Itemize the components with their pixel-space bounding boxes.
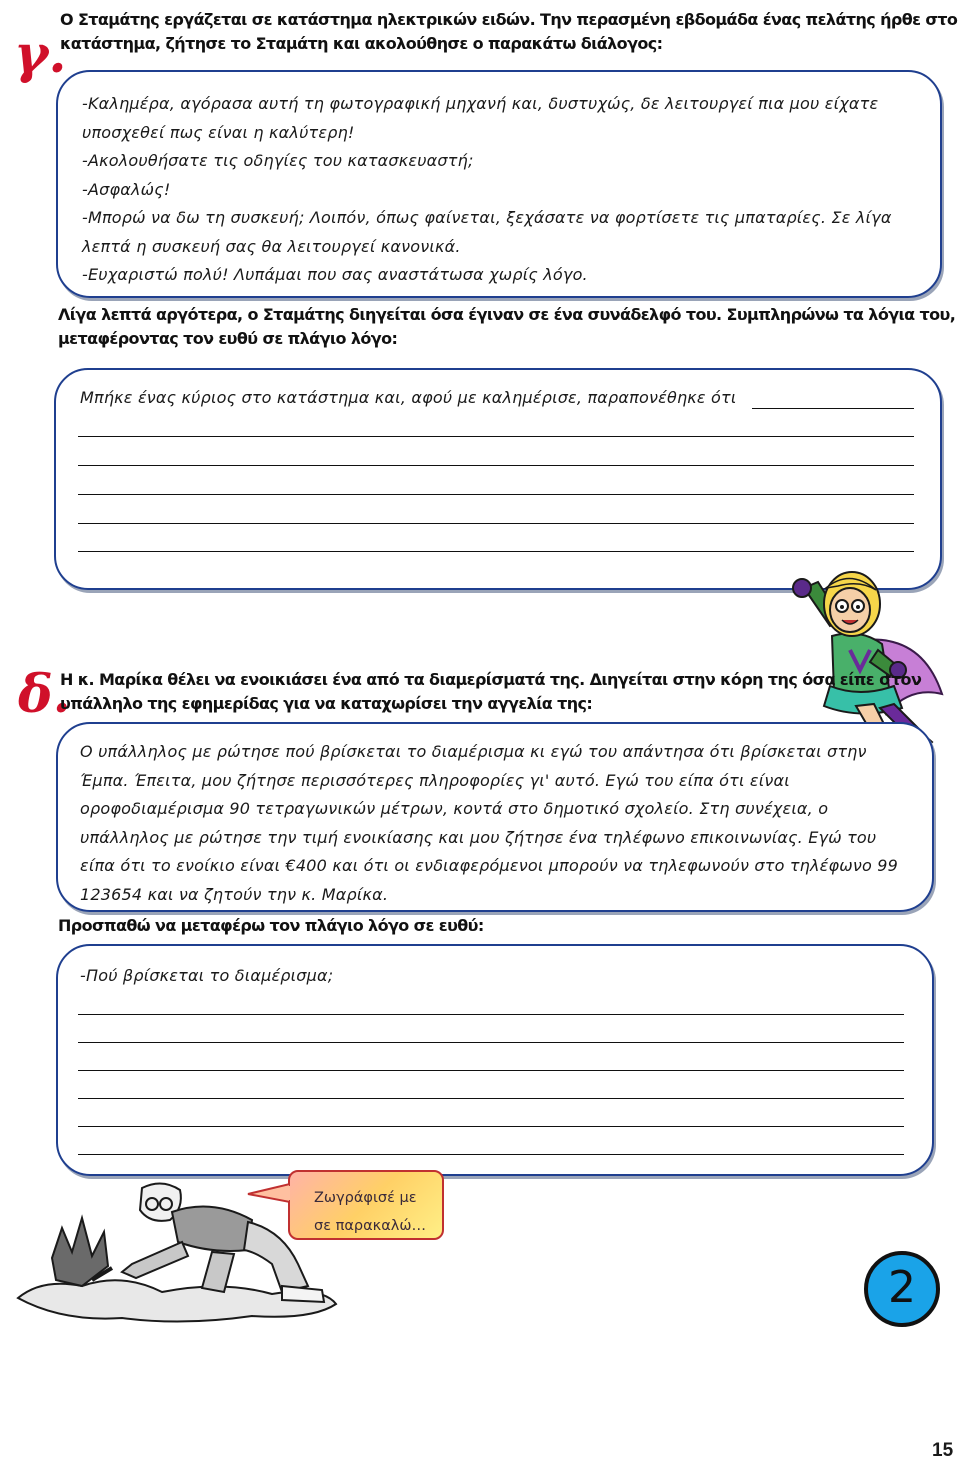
dialogue-line: -Ακολουθήσατε τις οδηγίες του κατασκευαστή; bbox=[82, 151, 474, 170]
dialogue-line: υποσχεθεί πως είναι η καλύτερη! bbox=[82, 122, 355, 142]
speech-bubble-tail bbox=[246, 1180, 290, 1206]
answer-start-text: -Πού βρίσκεται το διαμέρισμα; bbox=[80, 966, 334, 985]
speech-line: σε παρακαλώ… bbox=[314, 1218, 427, 1234]
task-line: μεταφέροντας τον ευθύ σε πλάγιο λόγο: bbox=[58, 329, 398, 348]
intro-line: κατάστημα, ζήτησε το Σταμάτη και ακολούθησε ο παρακάτω διάλογος: bbox=[60, 34, 663, 53]
section-d-intro bbox=[60, 668, 921, 716]
worksheet-number-badge: 2 bbox=[864, 1251, 940, 1327]
answer-line[interactable] bbox=[78, 436, 914, 437]
answer-line[interactable] bbox=[78, 1154, 904, 1155]
answer-line[interactable] bbox=[78, 494, 914, 495]
answer-line[interactable] bbox=[78, 551, 914, 552]
dialogue-line: -Ευχαριστώ πολύ! Λυπάμαι που σας αναστάτωσα χωρίς λόγο. bbox=[82, 265, 588, 284]
narrative-line: Έμπα. Έπειτα, μου ζήτησε περισσότερες πληροφορίες γι' αυτό. Εγώ του είπα ότι είναι bbox=[80, 770, 790, 790]
section-g-intro bbox=[60, 8, 957, 56]
narrative-box bbox=[56, 722, 934, 912]
answer-box-g[interactable] bbox=[54, 368, 942, 590]
answer-line[interactable] bbox=[78, 1042, 904, 1043]
intro-line: Η κ. Μαρίκα θέλει να ενοικιάσει ένα από τα διαμερίσματά της. Διηγείται στην κόρη της όσα είπε στον bbox=[60, 670, 922, 689]
dialogue-box bbox=[56, 70, 942, 298]
task-line: Λίγα λεπτά αργότερα, ο Σταμάτης διηγείται όσα έγιναν σε ένα συνάδελφό του. Συμπληρώνω τα λόγια του, bbox=[58, 305, 956, 324]
narrative-line: Ο υπάλληλος με ρώτησε πού βρίσκεται το διαμέρισμα κι εγώ του απάντησα ότι βρίσκεται στην bbox=[80, 742, 867, 761]
section-letter-d: δ. bbox=[18, 664, 71, 725]
speech-line: Ζωγράφισέ με bbox=[314, 1190, 417, 1206]
page-number: 15 bbox=[932, 1440, 954, 1461]
answer-start-text: Μπήκε ένας κύριος στο κατάστημα και, αφού με καλημέρισε, παραπονέθηκε ότι bbox=[80, 388, 737, 407]
speech-bubble bbox=[288, 1170, 444, 1240]
answer-line[interactable] bbox=[78, 1098, 904, 1099]
answer-line[interactable] bbox=[78, 1126, 904, 1127]
answer-line[interactable] bbox=[78, 1014, 904, 1015]
section-letter-g: γ. bbox=[14, 24, 67, 85]
intro-line: υπάλληλο της εφημερίδας για να καταχωρίσει την αγγελία της: bbox=[60, 694, 593, 713]
intro-line: Ο Σταμάτης εργάζεται σε κατάστημα ηλεκτρικών ειδών. Την περασμένη εβδομάδα ένας πελάτης ήρθε στο bbox=[60, 10, 958, 29]
answer-line[interactable] bbox=[752, 408, 914, 409]
dialogue-line: -Μπορώ να δω τη συσκευή; Λοιπόν, όπως φαίνεται, ξεχάσατε να φορτίσετε τις μπαταρίες. Σε λίγα bbox=[82, 208, 892, 227]
narrative-line: οροφοδιαμέρισμα 90 τετραγωνικών μέτρων, κοντά στο δημοτικό σχολείο. Στη συνέχεια, ο bbox=[80, 799, 829, 818]
answer-line[interactable] bbox=[78, 1070, 904, 1071]
section-g-task bbox=[58, 303, 955, 351]
narrative-line: είπα ότι το ενοίκιο είναι €400 και ότι οι ενδιαφερόμενοι μπορούν να τηλεφωνούν στο τηλέφωνο 99 bbox=[80, 856, 899, 875]
narrative-line: 123654 και να ζητούν την κ. Μαρίκα. bbox=[80, 884, 389, 904]
section-d-task: Προσπαθώ να μεταφέρω τον πλάγιο λόγο σε ευθύ: bbox=[58, 916, 484, 935]
answer-line[interactable] bbox=[78, 465, 914, 466]
answer-box-d[interactable] bbox=[56, 944, 934, 1176]
dialogue-line: -Καλημέρα, αγόρασα αυτή τη φωτογραφική μηχανή και, δυστυχώς, δε λειτουργεί πια μου είχατε bbox=[82, 94, 879, 113]
narrative-line: υπάλληλος με ρώτησε την τιμή ενοικίασης και μου ζήτησε ένα τηλέφωνο επικοινωνίας. Εγώ του bbox=[80, 827, 877, 847]
answer-line[interactable] bbox=[78, 523, 914, 524]
dialogue-line: λεπτά η συσκευή σας θα λειτουργεί κανονικά. bbox=[82, 236, 461, 256]
dialogue-line: -Ασφαλώς! bbox=[82, 179, 171, 199]
